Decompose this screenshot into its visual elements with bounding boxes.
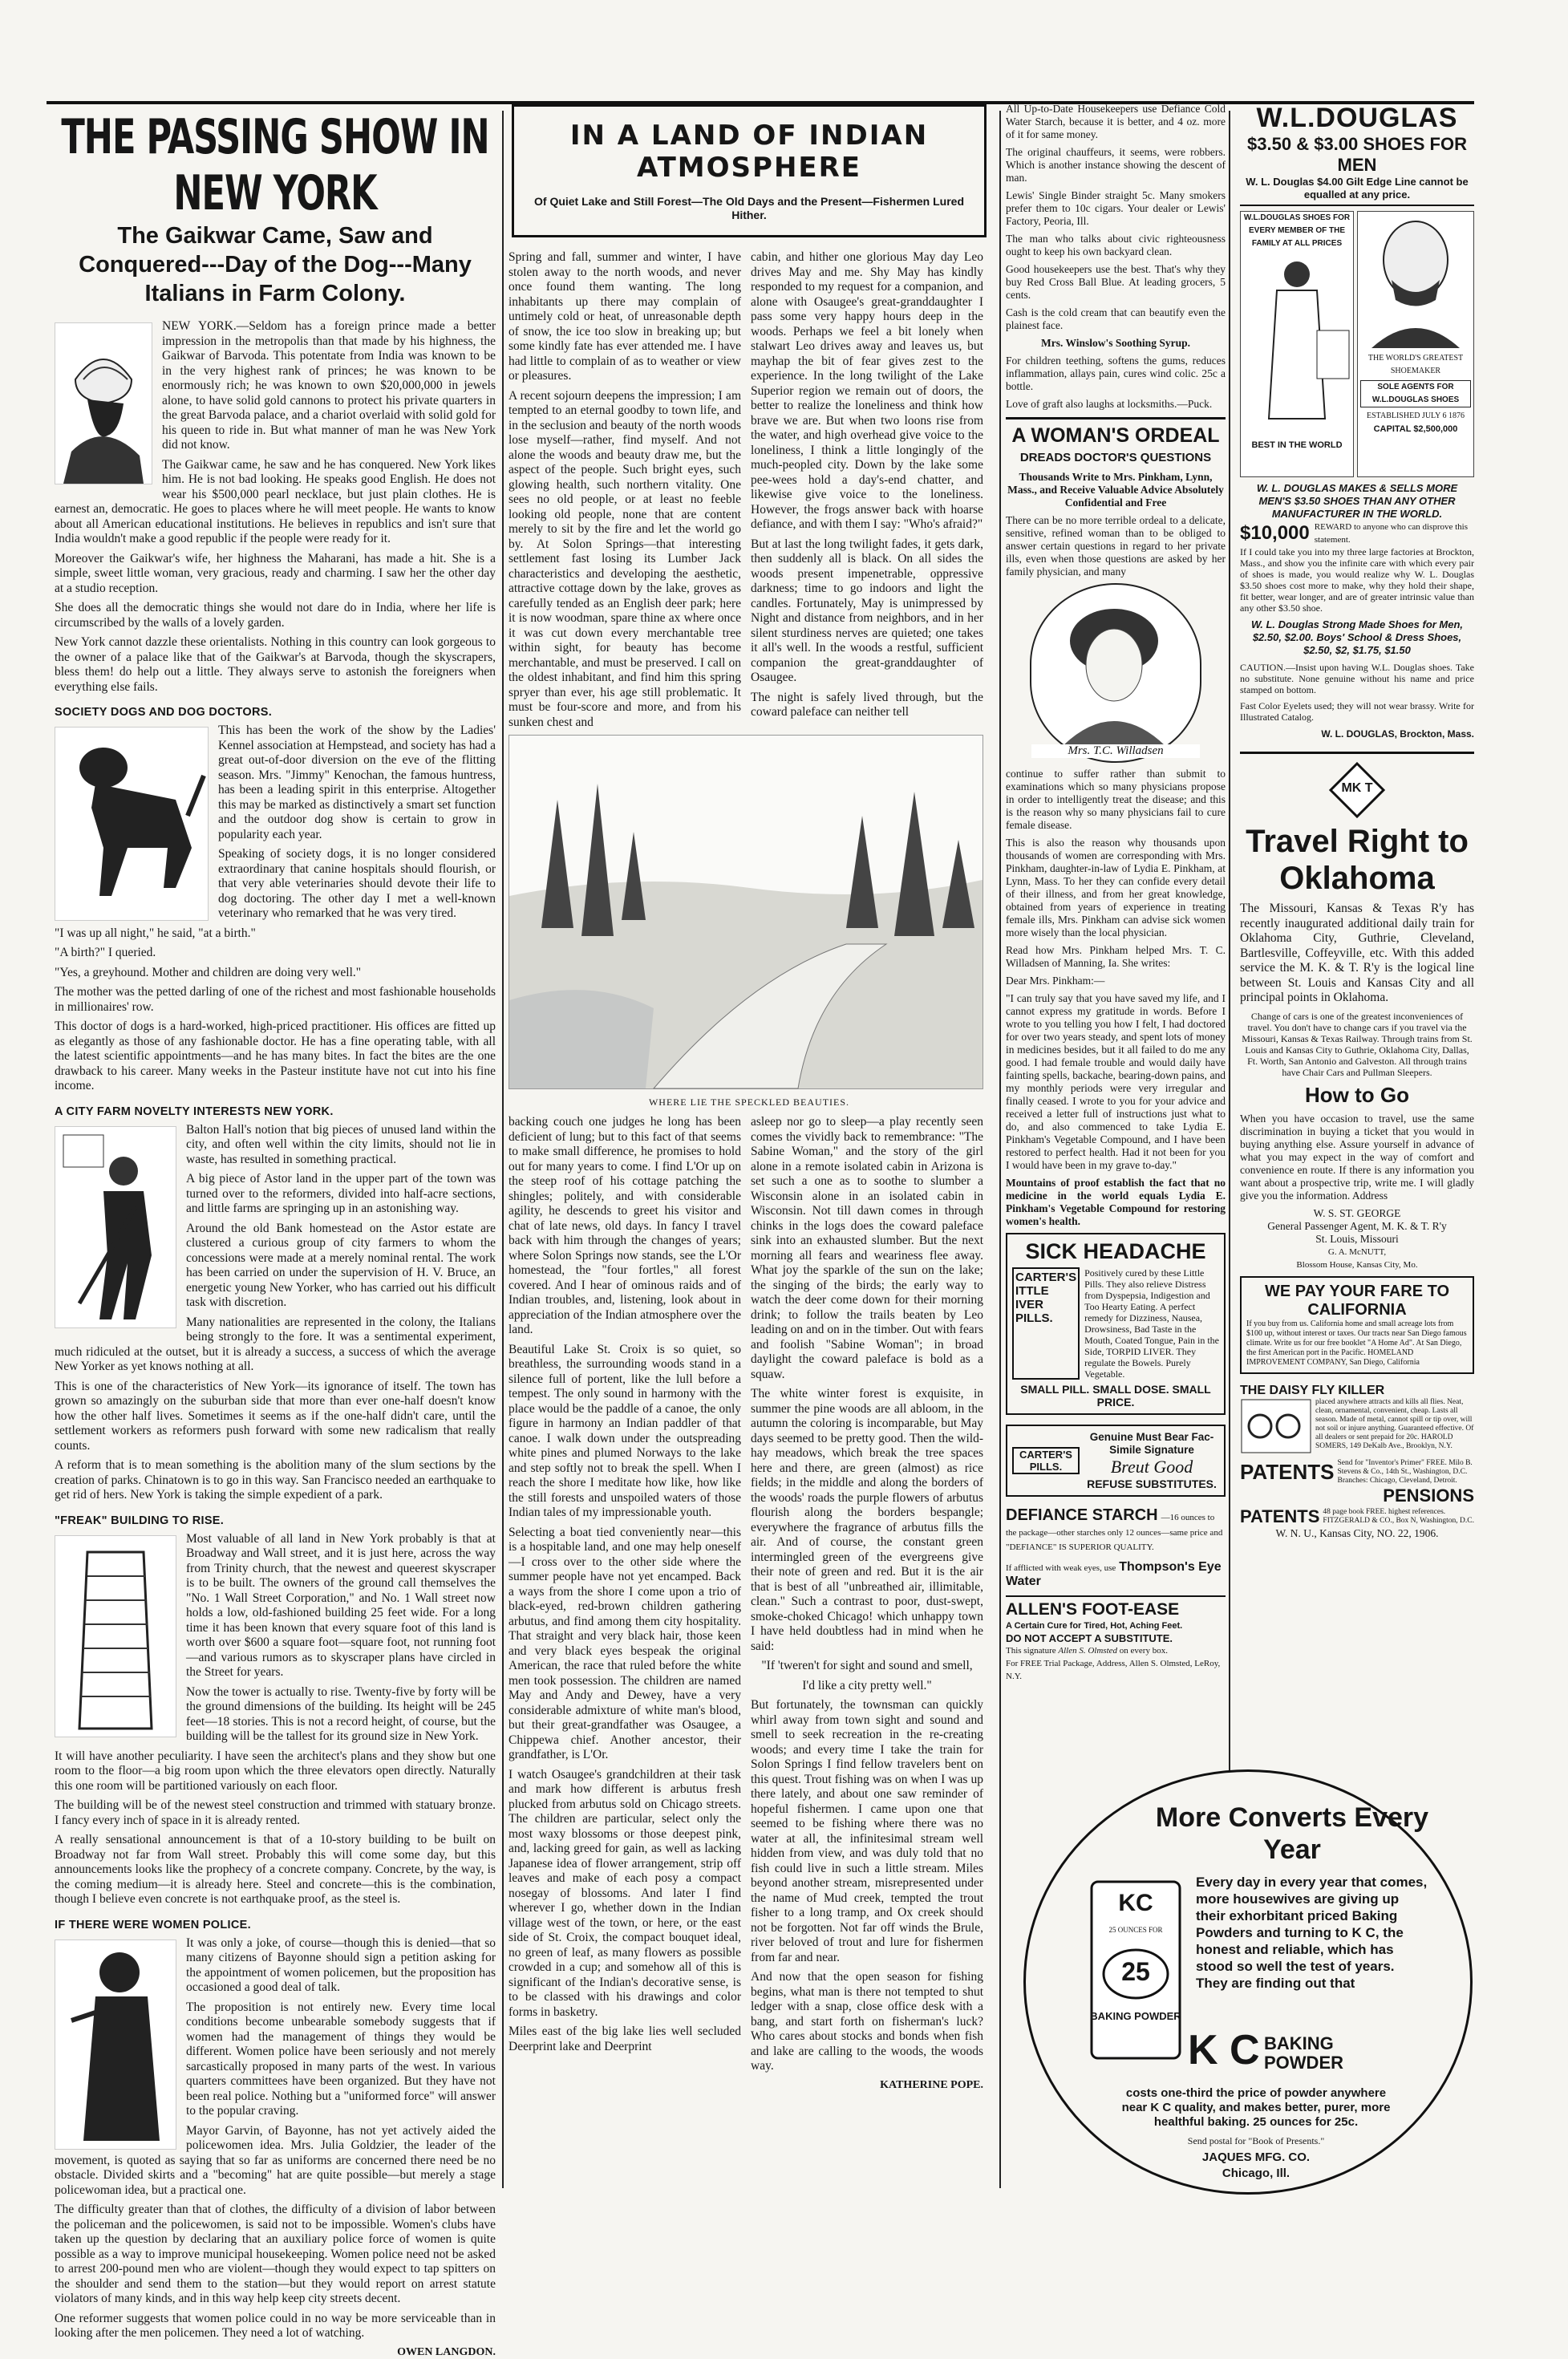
ad-address: Chicago, Ill. [1222,2166,1290,2180]
signature-line: St. Louis, Missouri [1315,1232,1399,1245]
ad-text: This signature [1006,1646,1056,1656]
ad-text: If afflicted with weak eyes, use [1006,1563,1116,1573]
farmer-illustration [55,1126,176,1328]
paragraph: The night is safely lived through, but the coward paleface can neither tell [751,690,983,719]
section-heading: How to Go [1305,1082,1409,1107]
ad-text: Positively cured by these Little Pills. They also relieve Distress from Dyspepsia, Indigestion and Too Hearty Eating. A perfect remedy for Dizziness, Nausea, Drowsiness, Bad Taste in the Mouth, Coated Tongue, Pain in the Side, TORPID LIVER. They regulate the Bowels. Purely Vegetable. [1084,1267,1220,1380]
ad-text: Send postal for "Book of Presents." [1187,2135,1325,2146]
logo-text: MK T [1341,781,1373,795]
carters-ad [1006,1233,1226,1415]
paragraph: asleep nor go to sleep—a play recently seen comes the vividly back to remembrance: "The Sabine Woman," and the story of the girl alone in a remote isolated cabin in Arizona is set such a one as to soothe to slumber a Wisconsin alone in an isolated cabin in Wisconsin. Not till dawn comes in through chinks in the logs does the coward paleface sink into an exhausted slumber. But the next morning all fears and weariness flee away. What joy the sparkle of the sun on the lake; the singing of the birds; the early way to watch the deer come down for their morning drink; to follow the trails beaten by Leo leading on and on in the timber. Out with fears and foolish "Sabine Woman"; in broad daylight the coward paleface is bold as a squaw. [751,1115,983,1381]
ad-title: A WOMAN'S ORDEAL [1011,424,1220,447]
ad-text: ESTABLISHED JULY 6 1876 [1367,411,1465,420]
paragraph: Selecting a boat tied conveniently near—this is a hospitable land, and one may help oneself—I cross over to the other side where the summer people have not yet encamped. Back a ways from the shore I come upon a trio of black-eyed, red-brown children gathering arbutus, and find among them city hospitality. That straight and very black hair, those keen and very black eyes bespeak the original American, the race that ruled before the white men took possession. The children are named May and Andy and Dewey, have a very considerable admixture of white man's blood, but their great-grandfather was Osaugee, a Chippewa chief. Another ancestor, their grandfather, is L'Or. [508,1525,741,1761]
ad-text: on every box. [1119,1646,1168,1656]
paragraph: New York cannot dazzle these orientalists. Nothing in this country can look gorgeous to the owner of a palace like that of the Gaikwar's at Barvoda, though the skyscrapers, bless them! do help out a little. They always serve to astonish the foreigners when everything else fails. [55,635,496,694]
publisher-line: W. N. U., Kansas City, NO. 22, 1906. [1275,1526,1439,1539]
ad-address: JAQUES MFG. CO. [1201,2150,1311,2164]
paragraph: It will have another peculiarity. I have seen the architect's plans and they show but one room to the floor—a big room upon which the three elevators open directly. Naturally this one room will be partitioned variously on each floor. [55,1749,496,1793]
paragraph: This is also the reason why thousands upon thousands of women are corresponding with Mrs. Pinkham, daughter-in-law of Lydia E. Pinkham, at Lynn, Mass. To her they can confide every detail of their illness, and from her great knowledge, obtained from years of experience in treating female ills, Mrs. Pinkham can advise sick women more wisely than the local physician. [1006,837,1226,938]
gaikwar-portrait-illustration [55,322,152,484]
paragraph: "Yes, a greyhound. Mother and children are doing very well." [55,965,362,979]
signature-line: W. S. ST. GEORGE [1313,1206,1401,1219]
section-heading-freak-building: "FREAK" BUILDING TO RISE. [55,1514,225,1527]
brand-name: BAKING POWDER [1264,2033,1343,2073]
paragraph: Most valuable of all land in New York probably is that at Broadway and Wall street, and it is just here, across the way from Trinity church, that the newest and queerest skyscraper is to be built. The owners of the ground call themselves the "No. 1 Wall Street Corporation," and No. 1 Wall street now holds a low, old-fashioned building 25 feet wide. For a long time it has been known that every square foot of this land is worth over $600 a square foot—square foot, not running foot—and various rumors as to skyscraper plans have circled in the Street for years. [186,1531,496,1679]
paragraph: One reformer suggests that women police could in no way be more serviceable than in looking after the men policemen. They need a lot of watching. [55,2311,496,2340]
ad-heading: Mrs. Winslow's Soothing Syrup. [1041,337,1190,349]
paragraph: She does all the democratic things she would not dare do in India, where her life is circumscribed by the walls of a lovely garden. [55,601,496,630]
carters-logo [1012,1267,1080,1380]
defiance-ad [1006,1506,1226,1554]
paragraph: I watch Osaugee's grandchildren at their task and mark how different is arbutus fresh plucked from arbutus sold on Chicago streets. The children are particular, select only the most waxy blossoms or those deepest pink, and, lacking greed for gain, as well as lacking Japanese idea of flower arrangement, strip off leaves and make of each posy a compact nosegay of blossoms. And later I find wherever I go, whether down in the Indian village west of the town, or here, or the east side of St. Croix, the compact bouquet ideal, no green of leaf, as many flowers as possible crowded in a cup; and somehow all of this is significant of the Indian's decorative sense, is to be classed with his drawings and color forms in basketry. [508,1767,741,2019]
paragraph: Many nationalities are represented in the colony, the Italians being strongly to the fore. It was a sentimental experiment, much ridiculed at the outset, but it is already a success, a success of which the average New Yorker as yet knows nothing at all. [55,1315,496,1373]
carters-body [1012,1267,1219,1380]
newspaper-page [47,103,1474,2358]
headline-box [512,104,987,237]
column-passing-show [55,103,496,2358]
paragraph: Change of cars is one of the greatest inconveniences of travel. You don't have to change cars if you travel via the Missouri, Kansas & Texas Railway. Through trains from St. Louis and Kansas City to Guthrie, Oklahoma City, Dallas, Ft. Worth, San Antonio and Galveston. All through trains have Chair Cars and Pullman Sleepers. [1242,1010,1473,1078]
paragraph: Lewis' Single Binder straight 5c. Many smokers prefer them to 10c cigars. Your dealer or Lewis' Factory, Peoria, Ill. [1006,189,1226,227]
patents-ad-1 [1240,1459,1474,1486]
paragraph: Mountains of proof establish the fact that no medicine in the world equals Lydia E. Pinkham's Vegetable Compound for restoring women's health. [1006,1177,1226,1227]
paragraph: Around the old Bank homestead on the Astor estate are clustered a curious group of city farmers to whom the concessions were made at a merely nominal rental. The work has been carried on under the supervision of H. V. Bruce, an energetic young New Yorker, who has carried out his difficult task with discretion. [186,1221,496,1309]
logo-text: BAKING POWDER [1090,2010,1181,2022]
ad-text: If you buy from us. California home and small acreage lots from $100 up, without interest or taxes. Our tracts near San Diego famous climate. Write us for our free booklet "A Home Ad". At San Diego, the first American port in the Pacific. HOMELAND IMPROVEMENT COMPANY, San Diego, California [1246,1319,1467,1367]
paragraph: Love of graft also laughs at locksmiths.—Puck. [1006,398,1213,410]
logo-text: IVER [1015,1298,1044,1311]
paragraph: For children teething, softens the gums, reduces inflammation, allays pain, cures wind colic. 25c a bottle. [1006,355,1226,392]
text-column-left [508,250,741,735]
fly-killer-icon [1240,1398,1312,1454]
section-heading-women-police: IF THERE WERE WOMEN POLICE. [55,1918,251,1931]
paragraph: When you have occasion to travel, use the same discrimination in buying a ticket that you would in buying anything else. Assure yourself in advance of what you may expect in the way of comfort and convenience en route. If there is any information you want about a prospective trip, write me. I will gladly give you the information. Address [1240,1112,1474,1202]
subheadline: Of Quiet Lake and Still Forest—The Old Days and the Present—Fishermen Lured Hither. [534,195,964,221]
ad-title: Travel Right to Oklahoma [1246,824,1469,896]
logo-text: 25 OUNCES FOR [1108,1926,1163,1934]
ad-title: W.L.DOUGLAS [1256,103,1458,133]
ad-text: SOLE AGENTS FOR W.L.DOUGLAS SHOES [1360,380,1471,407]
paragraph: A big piece of Astor land in the upper part of the town was turned over to the reformers, divided into half-acre sections, and little farms are springing up in an astonishing way. [186,1172,496,1215]
logo-text: 25 [1121,1957,1150,1986]
ad-lead: Thousands Write to Mrs. Pinkham, Lynn, Mass., and Receive Valuable Advice Absolutely Confidential and Free [1007,471,1224,509]
paragraph: Good housekeepers use the best. That's why they buy Red Cross Ball Blue. At leading grocers, 5 cents. [1006,263,1226,301]
ad-title: PENSIONS [1383,1485,1474,1506]
logo-text: CARTER'S [1019,1449,1072,1461]
daisy-fly-killer-ad [1240,1384,1474,1454]
paragraph: "A birth?" I queried. [55,946,156,959]
paragraph: Miles east of the big lake lies well secluded Deerprint lake and Deerprint [508,2025,741,2053]
logo-text: PILLS. [1015,1311,1053,1325]
subheadline: The Gaikwar Came, Saw and Conquered---Day of the Dog---Many Italians in Farm Colony. [79,223,472,306]
signature-line: G. A. McNUTT, [1327,1246,1387,1257]
ad-title: Thompson's Eye Water [1006,1560,1222,1588]
reward-line [1240,521,1474,546]
paragraph: All Up-to-Date Housekeepers use Defiance Cold Water Starch, because it is better, and 4 oz. more of it for same money. [1006,103,1226,140]
douglas-ad-illustrations [1240,211,1474,477]
ad-warning: DO NOT ACCEPT A SUBSTITUTE. [1006,1632,1173,1644]
ad-subtitle: A Certain Cure for Tired, Hot, Aching Feet. [1006,1621,1183,1631]
ad-text: W.L.DOUGLAS SHOES FOR EVERY MEMBER OF THE FAMILY AT ALL PRICES [1243,213,1351,248]
paragraph: Cash is the cold cream that can beautify even the plainest face. [1006,306,1226,331]
section-heading-dogs: SOCIETY DOGS AND DOG DOCTORS. [55,706,273,719]
column-indian-atmosphere [508,103,990,2196]
mkt-ad [1240,752,1474,1271]
paragraph: Mayor Garvin, of Bayonne, has not yet actively aided the policewomen idea. Mrs. Julia Goldzier, the leader of the movement, is quoted as saying that so far as uniforms are concerned there need be no obstacle. Divided skirts and a "becoming" hat are quite possible—but merely a stage policewoman idea, but a practical one. [55,2123,496,2197]
paragraph: Balton Hall's notion that big pieces of unused land within the city, and often well within the city limits, should not lie in waste, has resulted in something practical. [186,1122,496,1166]
ad-text: CAPITAL $2,500,000 [1373,424,1458,434]
paragraph: A really sensational announcement is that of a 10-story building to be built on Broadway not far from Wall street. Probably this will come some day, but this announcements looks like the prophecy of a concrete company. Concrete, by the way, is the coming medium—it is already here. Steel and concrete—this is the combination, though I believe even concrete is not earthquake proof, as the steel is. [55,1833,496,1906]
paragraph: continue to suffer rather than submit to examinations which so many physicians propose in order to intelligently treat the disease; and this is the reason why so many physicians fail to cure female disease. [1006,768,1226,831]
douglas-portrait-panel [1357,211,1474,477]
ad-claim: W. L. DOUGLAS MAKES & SELLS MORE MEN'S $3.50 SHOES THAN ANY OTHER MANUFACTURER IN THE WORLD. [1256,482,1458,520]
paragraph: And now that the open season for fishing begins, what man is there not tempted to shut ledger with a snap, close office desk with a bang, and start forth on fisherman's luck? Who cares about stocks and bonds when fish and lake are calling to the woods, the woods way. [751,1970,983,2073]
paragraph: A reform that is to mean something is the abolition many of the slum sections by the creation of parks. Chinatown is to go in this way. San Francisco needed an earthquake to get rid of hers. New York is taking the simple expedient of a park. [55,1458,496,1502]
image-caption: WHERE LIE THE SPECKLED BEAUTIES. [648,1096,850,1108]
ad-text: Genuine Must Bear Fac-Simile Signature [1089,1431,1214,1456]
ad-text: BEST IN THE WORLD [1251,440,1343,450]
allens-foot-ease-ad [1006,1595,1226,1683]
logo-text: PILLS. [1029,1461,1063,1473]
ad-title: More Converts Every Year [1155,1802,1429,1865]
brand-name: K C [1188,2027,1260,2073]
paragraph: Moreover the Gaikwar's wife, her highness the Maharani, has made a hit. She is a simple, sweet little woman, very gracious, ready and charming. I saw her the other day at a studio reception. [55,551,496,595]
genuine-signature-ad [1006,1425,1226,1497]
paragraph: Speaking of society dogs, it is no longer considered extraordinary that canine hospitals should flourish, or that very able veterinaries should devote their life to dog doctoring. The other day I met a well-known veterinary who remarked that he was very tired. [218,847,496,920]
ad-text: For FREE Trial Package, Address, Allen S. Olmsted, LeRoy, N.Y. [1006,1659,1221,1681]
pinkham-ad [1006,417,1226,1228]
ad-text: W. L. Douglas Strong Made Shoes for Men, $2.50, $2.00. Boys' School & Dress Shoes, $2.50, $2, $1.75, $1.50 [1250,618,1464,656]
paragraph: The proposition is not entirely new. Every time local conditions become unbearable somebody suggests that if women had the management of things they would be different. Women police have been seriously and not merely sarcastically proposed in many parts of the west. In various quarters committees have been organized. But they have not been real police. Nothing but a "uniformed force" will answer to the popular craving. [186,2000,496,2118]
paragraph: The Gaikwar came, he saw and he has conquered. New York likes him. He is not bad looking. He speaks good English. He does not wear his $500,000 pearl necklace, but just plain clothes. He is earnest an, democratic. He goes to places where he will meet people. He wants to know about all American educational institutions. He believes in republics and isn't sure that India wouldn't make a good republic if the people were ready for it. [55,457,496,545]
portrait-caption: Mrs. T.C. Willadsen [1031,744,1200,758]
california-ad [1240,1276,1474,1374]
paragraph: The man who talks about civic righteousness ought to keep his own backyard clean. [1006,233,1226,257]
paragraph: This has been the work of the show by the Ladies' Kennel association at Hempstead, and society has had a great out-of-door diversion on the eve of the flitting season. Mrs. "Jimmy" Kenochan, the famous huntress, has been a leading spirit in this enterprise. Altogether this may be marked as distinctively a smart set function and the outdoor dog show is certain to grow in popularity each year. [218,724,496,841]
ad-text: REWARD to anyone who can disprove this statement. [1314,522,1469,545]
douglas-ad-header [1240,103,1474,206]
byline: OWEN LANGDON. [397,2345,496,2358]
paragraph: Read how Mrs. Pinkham helped Mrs. T. C. Willadsen of Manning, Ia. She writes: [1006,944,1226,969]
paragraph: The white winter forest is exquisite, in summer the pine woods are all abloom, in the autumn the coloring is incomparable, but May days seemed to be pretty good. Then the wild-hay meadows, which break the tree spaces here and there, are green (almost) as rice fields; in the middle and along the borders of the woods' roads the purple flowers of arbutus flourish along the borders bespangle; everywhere the fragrance of arbutus fills the air. And of course, the constant green intermingled green of the evergreens give their note of green and red. But it is the air that is best of all "unbreathed air, illimitable, clean." Such a contrast to poor, dust-swept, smoke-choked Chicago! which unhappy town I have held doubtless had in mind when he said: [751,1387,983,1653]
paragraph: The difficulty greater than that of clothes, the difficulty of a division of labor between the policeman and the policewomen, is said not to be impossible. Women's clubs have taken up the question by declaring that an auxiliary police force of women is quite possible as a way to improve municipal housekeeping. Women police need not be asked to arrest 200-pound men who are violent—though they would expect to tap spitters on the shoulder and send them to the station—but they would report on arrest statute violators of many kinds, and in this way help keep city streets decent. [55,2203,496,2305]
ad-title: WE PAY YOUR FARE TO CALIFORNIA [1264,1282,1450,1319]
text-column-right [751,250,983,735]
paragraph: The mother was the petted darling of one of the richest and most fashionable households in millionaires' row. [55,985,496,1014]
paragraph: The Missouri, Kansas & Texas R'y has recently inaugurated additional daily train for Oklahoma City, Guthrie, Cleveland, Bartlesville, Coffeyville, etc. With this added service the M. K. & T. R'y is the logical line between St. Louis and Kansas City and all principal points in Oklahoma. [1240,902,1474,1004]
verse-line: I'd like a city pretty well." [802,1678,932,1692]
ad-subtitle: DREADS DOCTOR'S QUESTIONS [1019,451,1212,464]
portrait-frame [1030,583,1201,763]
paragraph: Dear Mrs. Pinkham:— [1006,975,1105,987]
paragraph: Fast Color Eyelets used; they will not wear brassy. Write for Illustrated Catalog. [1240,700,1474,723]
policewoman-illustration [55,1939,176,2150]
paragraph: This is one of the characteristics of New York—its ignorance of itself. The town has grown so amazingly on the suburban side that more than ever one-half doesn't know how the other half lives. Sometimes it seems as if the one-half didn't care, until the settlement workers as reformers push forward with some new radicalism that really counts. [55,1379,496,1453]
signature-line: General Passenger Agent, M. K. & T. R'y [1267,1219,1447,1232]
ad-title: PATENTS [1240,1459,1335,1484]
verse-line: "If 'tweren't for sight and sound and smell, [761,1659,973,1672]
paragraph: Now the tower is actually to rise. Twenty-five by forty will be the ground dimensions of the building. Its height will be 245 feet—18 stories. This is not a record height, of course, but the building will be the tallest for its ground size in New York. [186,1684,496,1743]
ad-text: THE WORLD'S GREATEST SHOEMAKER [1367,354,1464,375]
paragraph: This doctor of dogs is a hard-worked, high-priced practitioner. His offices are fitted up as elegantly as those of any fashionable doctor. He has a fine operating table, with all the latest scientific appointments—and he has many bites. In fact the bites are the one drawback to his career. Many weeks in the Pasteur institute have not cut into his fine income. [55,1019,496,1092]
patents-ad-2 [1240,1506,1474,1527]
ad-title: SICK HEADACHE [1025,1239,1206,1263]
paragraph: The building will be of the newest steel construction and trimmed with statuary bronze. I fancy every inch of space in it is already rented. [55,1798,496,1827]
ad-text: W. L. Douglas $4.00 Gilt Edge Line cannot be equalled at any price. [1246,176,1469,201]
paragraph: It was only a joke, of course—though this is denied—that so many citizens of Bayonne should sign a petition asking for the appointment of women policemen, but the proposition has occasioned a good deal of talk. [186,1935,496,1994]
signature-line: Blossom House, Kansas City, Mo. [1296,1259,1418,1270]
logo-text: ITTLE [1015,1284,1049,1298]
paragraph: The original chauffeurs, it seems, were robbers. Which is another instance showing the descent of man. [1006,146,1226,184]
logo-text: CARTER'S [1015,1271,1077,1284]
ad-text: Send for "Inventor's Primer" FREE. Milo B. Stevens & Co., 14th St., Washington, D.C. Branches: Chicago, Cleveland, Detroit. [1337,1458,1473,1485]
ad-text: —16 ounces to the package—other starches only 12 ounces—same price and "DEFIANCE" IS SUPERIOR QUALITY. [1006,1513,1223,1552]
paragraph: Beautiful Lake St. Croix is so quiet, so breathless, the surrounding woods stand in a silence full of portent, like the lull before a tempest. The only sound in harmony with the place would be the paddle of a canoe, the only figure in harmony an Indian paddler of that canoe. I walk down under the outspreading white pines and plumed Norways to the lake and step softly not to break the spell. When I reach the shore I meditate how like, how like the still forests and unspoiled waters of those Indian tales of my impressionable youth. [508,1342,741,1519]
paragraph: There can be no more terrible ordeal to a delicate, sensitive, refined woman than to be obliged to answer certain questions in regard to her private ills, even when those questions are asked by her family physician, and many [1006,514,1226,578]
ad-title: PATENTS [1240,1506,1320,1526]
mkt-logo [1329,762,1385,818]
paragraph: If I could take you into my three large factories at Brockton, Mass., and show you the infinite care with which every pair of shoes is made, you would realize why W. L. Douglas $3.50 shoes cost more to make, why they hold their shape, fit better, wear longer, and are of greater intrinsic value than any other $3.50 shoe. [1240,546,1474,614]
paragraph: But fortunately, the townsman can quickly whirl away from town sight and sound and smell to seek recreation in the re-creating woods; and every time I take the train for Solon Springs I find fellow travelers bent on this quest. Trout fishing was on when I was up there lately, and about one saw reminder of hopeful fishermen. I came upon one that seemed to be fishing where there was no water at all, the infinitesimal stream well hidden from view, and was duly told that no fish could live in such a little stream. Miles beyond another stream, misrepresented under the name of Mud creek, tempted the trout fisher to a long tramp, and Ox creek should not be forgotten. Not far off winds the Brule, river beloved of trout and lure for fishermen from far and near. [751,1698,983,1964]
headline: THE PASSING SHOW IN NEW YORK [61,109,489,221]
dog-illustration [55,727,209,921]
kc-baking-powder-ad [1023,1769,1473,2195]
paragraph: But at last the long twilight fades, it gets dark, then suddenly all is black. On all sides the woods present impenetrable, oppressive darkness; time to go indoors and light the candles. Fortunately, May is unimpressed by Night and distance from neighbors, and in her silent sturdiness nerves are quieted; one takes it all's well. In the woods a restful, sufficient companion the great-granddaughter of Osaugee. [751,537,983,684]
ad-subtitle: $3.50 & $3.00 SHOES FOR MEN [1247,134,1467,175]
paragraph: NEW YORK.—Seldom has a foreign prince made a better impression in the metropolis than that made by his highness, the Gaikwar of Barvoda. This potentate from India was known to be in the very highest rank of princes; he was known to be enormously rich; he was known to own $20,000,000 in jewels alone, to have solid gold cannons to protect his private quarters in the great Barvoda palace, and a chariot overlaid with solid gold for his queen to ride in. But what manner of man he was New York did not know. [162,319,496,452]
paragraph: "I can truly say that you have saved my life, and I cannot express my gratitude in words. Before I wrote to you telling you how I felt, I had doctored for over two years steady, and spent lots of money in medicines besides, but it all failed to do me any good. I had female trouble and would daily have fainting spells, backache, bearing-down pains, and my monthly periods were very irregular and finally ceased. I wrote to you for your advice and received a letter full of instructions just what to do, and also commenced to take Lydia E. Pinkham's Vegetable Compound, and I have been restored to perfect health. Had it not been for you I would have been in my grave to-day." [1006,992,1226,1171]
kc-can-illustration [1088,1874,1184,2066]
section-heading-farm: A CITY FARM NOVELTY INTERESTS NEW YORK. [55,1105,334,1118]
paragraph: A recent sojourn deepens the impression; I am tempted to an eternal goodby to town life, and in the seclusion and beauty of the north woods lose myself—rather, find myself. And not alone the woods and beauty draw me, but the aspect of the people. Such bright eyes, such glowing health, such northern vitality. One sees no old people, or at least no feeble looking old people, none that are content merely to sit by the fire and let the world go by. At Solon Springs—that interesting settlement fast losing its Lumber Jack characteristics and developing the aesthetic, attractive cottage down by the lake, groves as carefully tended as an English deer park; here it is now woodman, spare thine ax where once it was cut down every merchantable tree within sight, for beauty has become merchantable, and must be preserved. I call on the oldest inhabitant, and find him this spring spryer than ever, his age still problematic. It must be four-score and more, and from his sunken chest and [508,388,741,729]
reward-amount: $10,000 [1240,522,1310,544]
signature: Allen S. Olmsted [1058,1646,1118,1656]
shoe-panel [1240,211,1354,477]
ad-text: costs one-third the price of powder anywhere near K C quality, and makes better, purer, more healthful baking. 25 ounces for 25c. [1121,2086,1391,2129]
ad-text: Every day in every year that comes, more housewives are giving up their exhorbitant priced Baking Powders and turning to K C, the honest and reliable, which has stood so well the test of years. They are finding out that [1196,1875,1428,1991]
ad-title: DEFIANCE STARCH [1006,1506,1158,1524]
gentleman-illustration [1241,250,1351,435]
two-column-text-lower [508,1115,990,2092]
paragraph: backing couch one judges he long has been deficient of lung; but to this fact of that seems to make small difference, he promises to hold out for many years to come. I find L'Or up on the steep roof of his cottage patching the shingles; politely, and with considerable agility, he descends to greet his visitor and chat of late news, old days. In fancy I travel back with him through the changes of years; where Solon Springs now stands, see the L'Or homestead, the "four fortles," all forest covered. And I hear of ominous raids and of Indian troubles, and, listening, look about in appreciation of the Indian atmosphere over the land. [508,1115,741,1336]
skyscraper-illustration [55,1535,176,1737]
paragraph: Spring and fall, summer and winter, I have stolen away to the north woods, and never once found them wanting. The long inhabitants up there may complain of untimely cold or heat, of unreasonable depth of snow, the ice too slow in breaking up; but some kindly fate has ever attended me. I have had little to complain of as to weather or view or pleasures. [508,250,741,383]
ad-warning: REFUSE SUBSTITUTES. [1087,1477,1217,1490]
ad-text: placed anywhere attracts and kills all flies. Neat, clean, ornamental, convenient, cheap. Lasts all season. Made of metal, cannot spill or tip over, will not soil or injure anything. Guaranteed effective. Of all dealers or sent prepaid for 20c. HAROLD SOMERS, 149 DeKalb Ave., Brooklyn, N.Y. [1315,1397,1474,1450]
ad-title: ALLEN'S FOOT-EASE [1006,1600,1180,1619]
text-column-left [508,1115,741,2092]
byline: KATHERINE POPE. [880,2078,983,2091]
ad-address: W. L. DOUGLAS, Brockton, Mass. [1321,728,1474,740]
logo-text: KC [1118,1890,1153,1916]
two-column-text [508,250,990,735]
douglas-portrait [1359,212,1472,348]
paragraph: cabin, and hither one glorious May day Leo drives May and me. Shy May has kindly responded to my request for a companion, and alone with Osaugee's great-granddaughter I pass some very happy hours deep in the woods. Perhaps we feel a bit lonely when stalwart Leo drives away and leaves us, but mayhap the bit of fear gives zest to the experience. In the long twilight of the Lake Superior region we remain out of doors, the better to realize the loneliness and think how brave we are. But when two loons rise from the water, and high overhead give voice to the loneliness, I think a little longingly of the much-peopled city. Down by the lake some pee-wees hold a day's-end chatter, and likewise give voice to the loneliness. However, the frogs answer back with hoarse defiance, and with them I say: "Who's afraid?" [751,250,983,531]
text-column-right [751,1115,983,2092]
signature: Breut Good [1110,1457,1193,1477]
carters-logo-small [1012,1447,1080,1474]
paragraph: CAUTION.—Insist upon having W.L. Douglas shoes. Take no substitute. None genuine without his name and price stamped on bottom. [1240,662,1474,695]
eye-water-ad [1006,1560,1226,1589]
headline: IN A LAND OF INDIAN ATMOSPHERE [569,120,929,184]
paragraph: "I was up all night," he said, "at a birth." [55,926,256,940]
woman-portrait [1031,585,1197,758]
ad-tagline: SMALL PILL. SMALL DOSE. SMALL PRICE. [1020,1383,1211,1409]
ad-title: THE DAISY FLY KILLER [1240,1383,1385,1397]
ad-text: 48 page book FREE. highest references. FITZGERALD & CO., Box N, Washington, D.C. [1323,1507,1474,1525]
forest-lake-illustration [508,735,983,1089]
ad-signature-line [1006,1644,1226,1657]
